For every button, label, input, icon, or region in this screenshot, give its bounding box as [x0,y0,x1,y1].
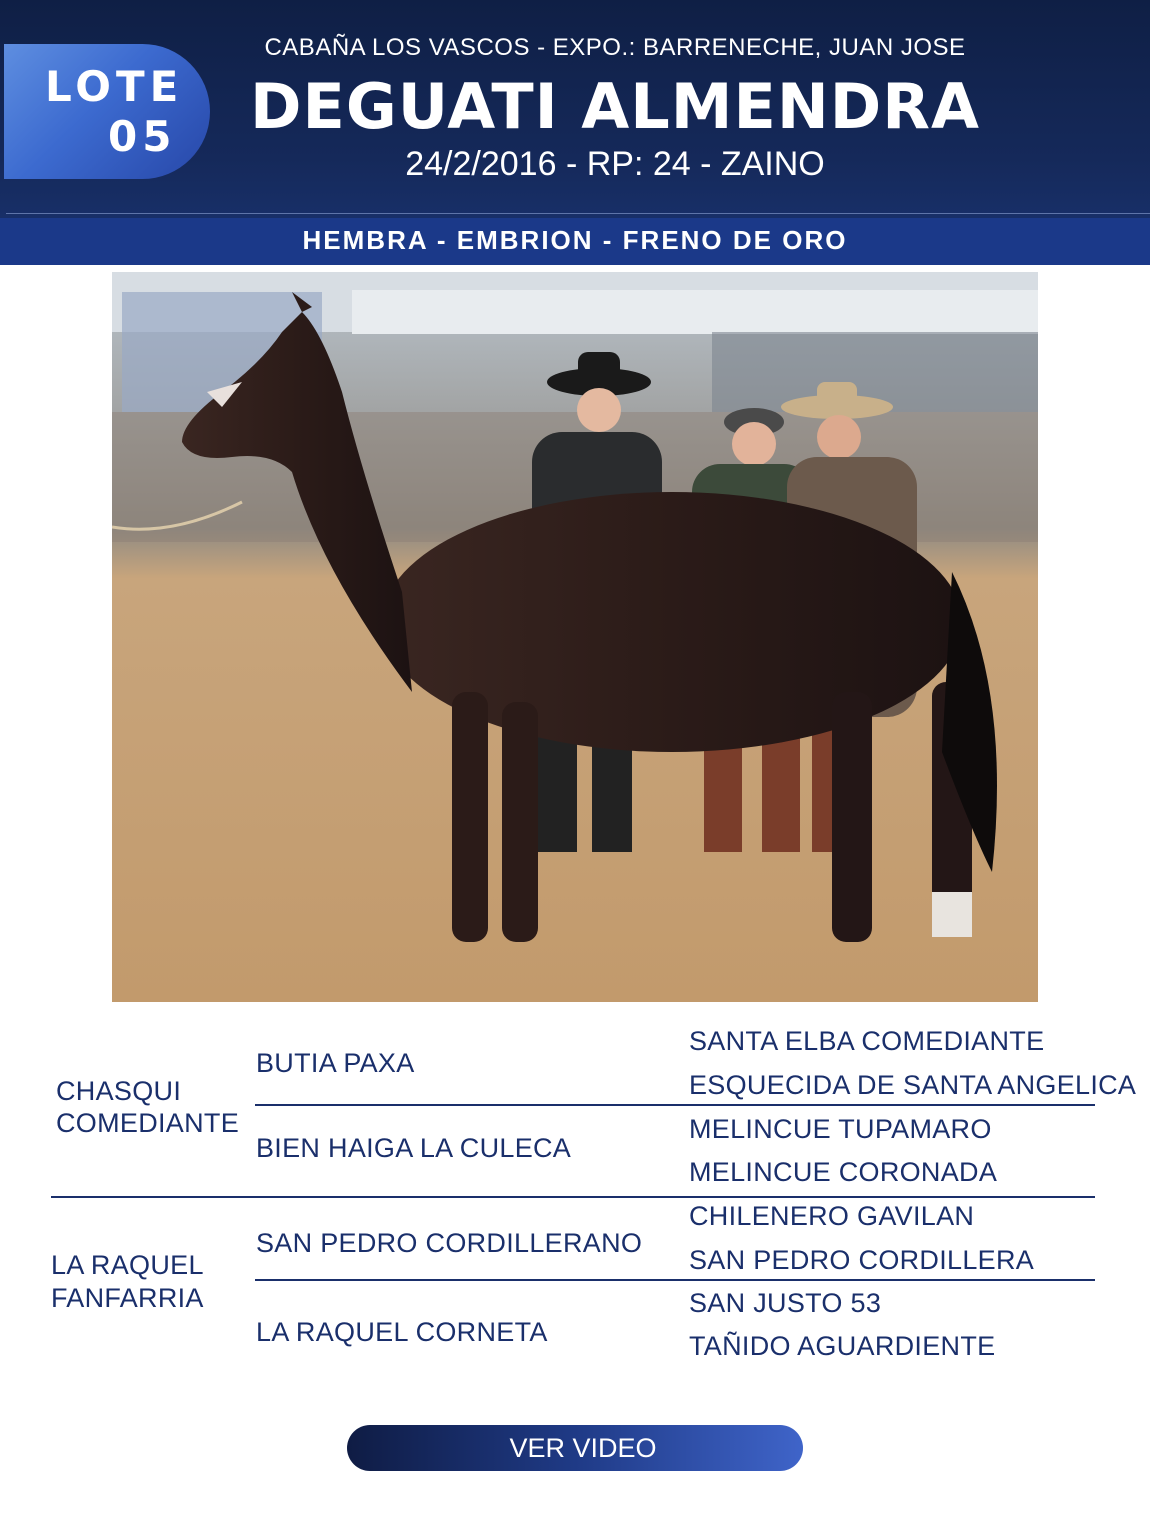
pedigree-dam-sire: SAN PEDRO CORDILLERANO [256,1228,643,1258]
pedigree-ggp-7: SAN JUSTO 53 [689,1288,882,1318]
pedigree-sire-dam: BIEN HAIGA LA CULECA [256,1133,572,1163]
lote-number: 05 [108,112,177,161]
horse-photo-illustration [112,272,1038,1002]
header-divider [6,213,1150,214]
breeder-subtitle: CABAÑA LOS VASCOS - EXPO.: BARRENECHE, JUAN JOSE [264,34,966,61]
ver-video-label: VER VIDEO [509,1433,657,1463]
pedigree-ggp-4: MELINCUE CORONADA [689,1157,998,1187]
pedigree-divider [255,1279,1095,1281]
horse-name-title: DEGUATI ALMENDRA [250,70,980,143]
pedigree-divider [255,1104,1095,1106]
horse-photo [112,272,1038,1002]
pedigree-dam-name-line2: FANFARRIA [51,1283,204,1313]
pedigree-ggp-1: SANTA ELBA COMEDIANTE [689,1026,1045,1056]
pedigree-ggp-2: ESQUECIDA DE SANTA ANGELICA [689,1070,1137,1100]
pedigree-ggp-3: MELINCUE TUPAMARO [689,1114,992,1144]
category-text: HEMBRA - EMBRION - FRENO DE ORO [302,225,848,255]
pedigree-sire-name-line1: CHASQUI [56,1076,182,1106]
pedigree-ggp-8: TAÑIDO AGUARDIENTE [689,1331,996,1361]
pedigree-dam-dam: LA RAQUEL CORNETA [256,1317,548,1347]
pedigree-divider-main [51,1196,1095,1198]
pedigree-ggp-6: SAN PEDRO CORDILLERA [689,1245,1035,1275]
pedigree-sire-name-line2: COMEDIANTE [56,1108,240,1138]
horse-info: 24/2/2016 - RP: 24 - ZAINO [405,145,825,183]
pedigree-dam-name-line1: LA RAQUEL [51,1250,204,1280]
pedigree-sire-sire: BUTIA PAXA [256,1048,415,1078]
ver-video-button[interactable] [347,1425,803,1471]
lote-label: LOTE [45,62,184,111]
pedigree-ggp-5: CHILENERO GAVILAN [689,1201,975,1231]
